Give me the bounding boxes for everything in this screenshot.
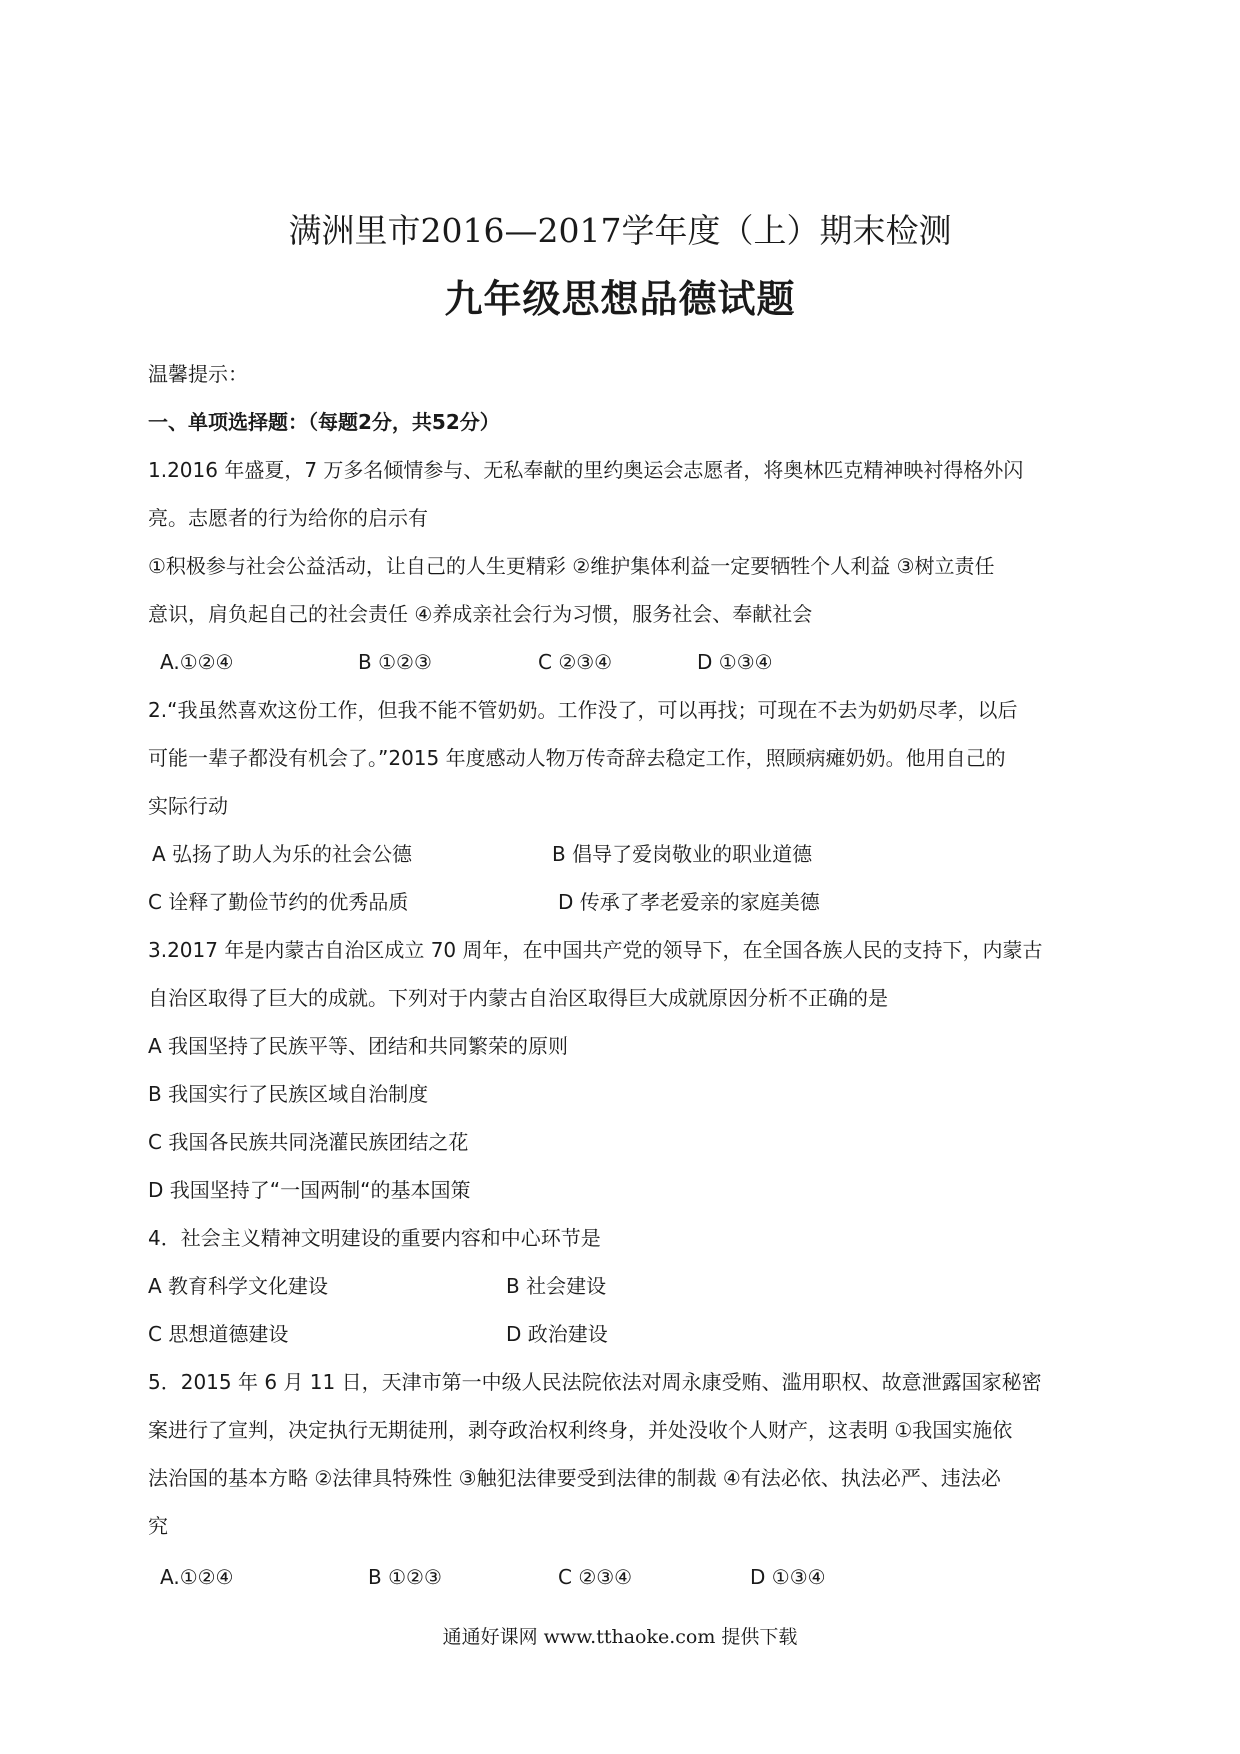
q5-option-d: D ①③④ [750, 1565, 826, 1589]
exam-title: 满洲里市2016—2017学年度（上）期末检测 [288, 211, 952, 250]
q5-line2: 案进行了宣判，决定执行无期徒刑，剥夺政治权利终身，并处没收个人财产，这表明 ①我国实施依 [148, 1418, 1013, 1442]
q1-option-b: B ①②③ [358, 650, 432, 674]
q1-option-d: D ①③④ [697, 650, 773, 674]
q1-line3: ①积极参与社会公益活动，让自己的人生更精彩 ②维护集体利益一定要牺牲个人利益 ③树立责任 [148, 554, 995, 578]
q5-option-a: A.①②④ [160, 1565, 234, 1589]
q3-option-c: C 我国各民族共同浇灌民族团结之花 [148, 1130, 469, 1154]
q3-option-b: B 我国实行了民族区域自治制度 [148, 1082, 429, 1106]
q2-option-b: B 倡导了爱岗敬业的职业道德 [552, 842, 813, 866]
q5-option-c: C ②③④ [558, 1565, 633, 1589]
q3-line2: 自治区取得了巨大的成就。下列对于内蒙古自治区取得巨大成就原因分析不正确的是 [148, 986, 888, 1010]
exam-subtitle: 九年级思想品德试题 [444, 277, 796, 321]
q3-option-d: D 我国坚持了“一国两制“的基本国策 [148, 1178, 471, 1202]
q3-option-a: A 我国坚持了民族平等、团结和共同繁荣的原则 [148, 1034, 569, 1058]
q1-option-c: C ②③④ [538, 650, 613, 674]
q5-line3: 法治国的基本方略 ②法律具特殊性 ③触犯法律要受到法律的制裁 ④有法必依、执法必严、违法必 [148, 1466, 1001, 1490]
q2-option-d: D 传承了孝老爱亲的家庭美德 [558, 890, 820, 914]
q1-option-a: A.①②④ [160, 650, 234, 674]
q3-line1: 3.2017 年是内蒙古自治区成立 70 周年，在中国共产党的领导下，在全国各族人民的支持下，内蒙古 [148, 938, 1043, 962]
q1-line2: 亮。志愿者的行为给你的启示有 [148, 506, 428, 530]
q4-option-a: A 教育科学文化建设 [148, 1274, 329, 1298]
q5-option-b: B ①②③ [368, 1565, 442, 1589]
q2-option-a: A 弘扬了助人为乐的社会公德 [152, 842, 413, 866]
download-footer: 通通好课网 www.tthaoke.com 提供下载 [442, 1626, 798, 1648]
q4-option-b: B 社会建设 [506, 1274, 607, 1298]
section-heading: 一、单项选择题：（每题2分，共52分） [148, 410, 500, 434]
q2-option-c: C 诠释了勤俭节约的优秀品质 [148, 890, 409, 914]
q5-line1: 5．2015 年 6 月 11 日，天津市第一中级人民法院依法对周永康受贿、滥用职权、故意泄露国家秘密 [148, 1370, 1042, 1394]
q2-line1: 2.“我虽然喜欢这份工作，但我不能不管奶奶。工作没了，可以再找；可现在不去为奶奶尽孝，以后 [148, 698, 1018, 722]
q4-option-d: D 政治建设 [506, 1322, 608, 1346]
q5-line4: 究 [148, 1514, 168, 1538]
q4-option-c: C 思想道德建设 [148, 1322, 289, 1346]
q2-line3: 实际行动 [148, 794, 228, 818]
q2-line2: 可能一辈子都没有机会了。”2015 年度感动人物万传奇辞去稳定工作，照顾病瘫奶奶。他用自己的 [148, 746, 1006, 770]
q1-line1: 1.2016 年盛夏，7 万多名倾情参与、无私奉献的里约奥运会志愿者，将奥林匹克精神映衬得格外闪 [148, 458, 1024, 482]
q1-line4: 意识，肩负起自己的社会责任 ④养成亲社会行为习惯，服务社会、奉献社会 [148, 602, 813, 626]
warm-tip: 温馨提示： [148, 362, 248, 386]
q4-line1: 4．社会主义精神文明建设的重要内容和中心环节是 [148, 1226, 601, 1250]
